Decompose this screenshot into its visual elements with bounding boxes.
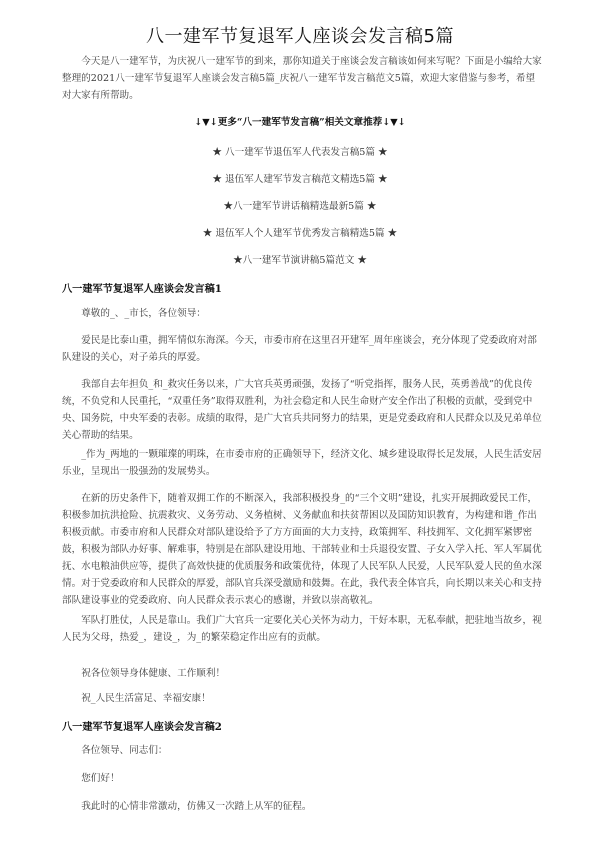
section2-line-2: 您们好！: [81, 773, 120, 784]
section1-heading: 八一建军节复退军人座谈会发言稿1: [62, 283, 222, 295]
recommend-link-5[interactable]: ★八一建军节演讲稿5篇范文 ★: [233, 255, 367, 266]
section1-salutation: 尊敬的_、_市长，各位领导：: [81, 308, 206, 319]
section2-line-3: 我此时的心情非常激动，仿佛又一次踏上从军的征程。: [81, 801, 312, 812]
section1-paragraph-2: 我部自去年担负_和_救灾任务以来，广大官兵英勇顽强，发扬了“听党指挥，服务人民，英勇善战”的优良传统，不负党和人民重托，“双重任务”取得双胜利，为社会稳定和人民生命财产安全作出了积极的贡献，受到党中央、国务院，中央军委的表彰。成绩的取得，是广大官兵共同努力的结果，更是党委政府和人民群众以及兄弟单位关心帮助的结果。: [62, 379, 542, 441]
section1-paragraph-6: 祝各位领导身体健康、工作顺利！: [81, 668, 226, 679]
recommend-link-1[interactable]: ★ 八一建军节退伍军人代表发言稿5篇 ★: [212, 147, 388, 158]
section1-paragraph-4: 在新的历史条件下，随着双拥工作的不断深入，我部积极投身_的“三个文明”建设，扎实开展拥政爱民工作，积极参加抗洪抢险、抗震救灾、义务劳动、义务植树、义务献血和扶贫帮困以及国防知识教育，为构建和谐_作出积极贡献。市委市府和人民群众对部队建设给予了方方面面的大力支持，政策拥军、科技拥军、文化拥军紧锣密鼓，积极为部队办好事、解难事，特别是在部队建设用地、干部转业和士兵退役安置、子女入学入托、军人军属优抚、水电粮油供应等，提供了高效快捷的优质服务和政策优待，体现了人民军队人民爱，人民军队爱人民的鱼水深情。对于党委政府和人民群众的厚爱，部队官兵深受激励和鼓舞。在此，我代表全体官兵，向长期以来关心和支持部队建设事业的党委政府、向人民群众表示衷心的感谢，并致以崇高敬礼。: [62, 493, 542, 606]
section2-heading: 八一建军节复退军人座谈会发言稿2: [62, 721, 222, 733]
recommend-link-2[interactable]: ★ 退伍军人建军节发言稿范文精选5篇 ★: [212, 174, 388, 185]
section1-paragraph-5: 军队打胜仗，人民是靠山。我们广大官兵一定要化关心关怀为动力，干好本职，无私奉献，把驻地当故乡，视人民为父母，热爱_，建设_，为_的繁荣稳定作出应有的贡献。: [62, 615, 542, 643]
recommend-header: ↓▼↓更多“八一建军节发言稿”相关文章推荐↓▼↓: [194, 117, 406, 128]
document-title: 八一建军节复退军人座谈会发言稿5篇: [146, 26, 454, 47]
section1-paragraph-7: 祝_人民生活富足、幸福安康！: [81, 693, 211, 704]
section1-paragraph-3: _作为_两地的一颗璀璨的明珠，在市委市府的正确领导下，经济文化、城乡建设取得长足发展，人民生活安居乐业，呈现出一股强劲的发展势头。: [62, 449, 542, 477]
recommend-link-4[interactable]: ★ 退伍军人个人建军节优秀发言稿精选5篇 ★: [202, 228, 398, 239]
intro-paragraph: 今天是八一建军节，为庆祝八一建军节的到来，那你知道关于座谈会发言稿该如何来写呢？下面是小编给大家整理的2021八一建军节复退军人座谈会发言稿5篇_庆祝八一建军节发言稿范文5篇，欢迎大家借鉴与参考，希望对大家有所帮助。: [62, 56, 542, 101]
section1-paragraph-1: 爱民是比泰山重，拥军情似东海深。今天，市委市府在这里召开建军_周年座谈会，充分体现了党委政府对部队建设的关心，对子弟兵的厚爱。: [62, 335, 537, 363]
recommend-link-3[interactable]: ★八一建军节讲话稿精选最新5篇 ★: [223, 201, 377, 212]
section2-line-1: 各位领导、同志们：: [81, 745, 168, 756]
